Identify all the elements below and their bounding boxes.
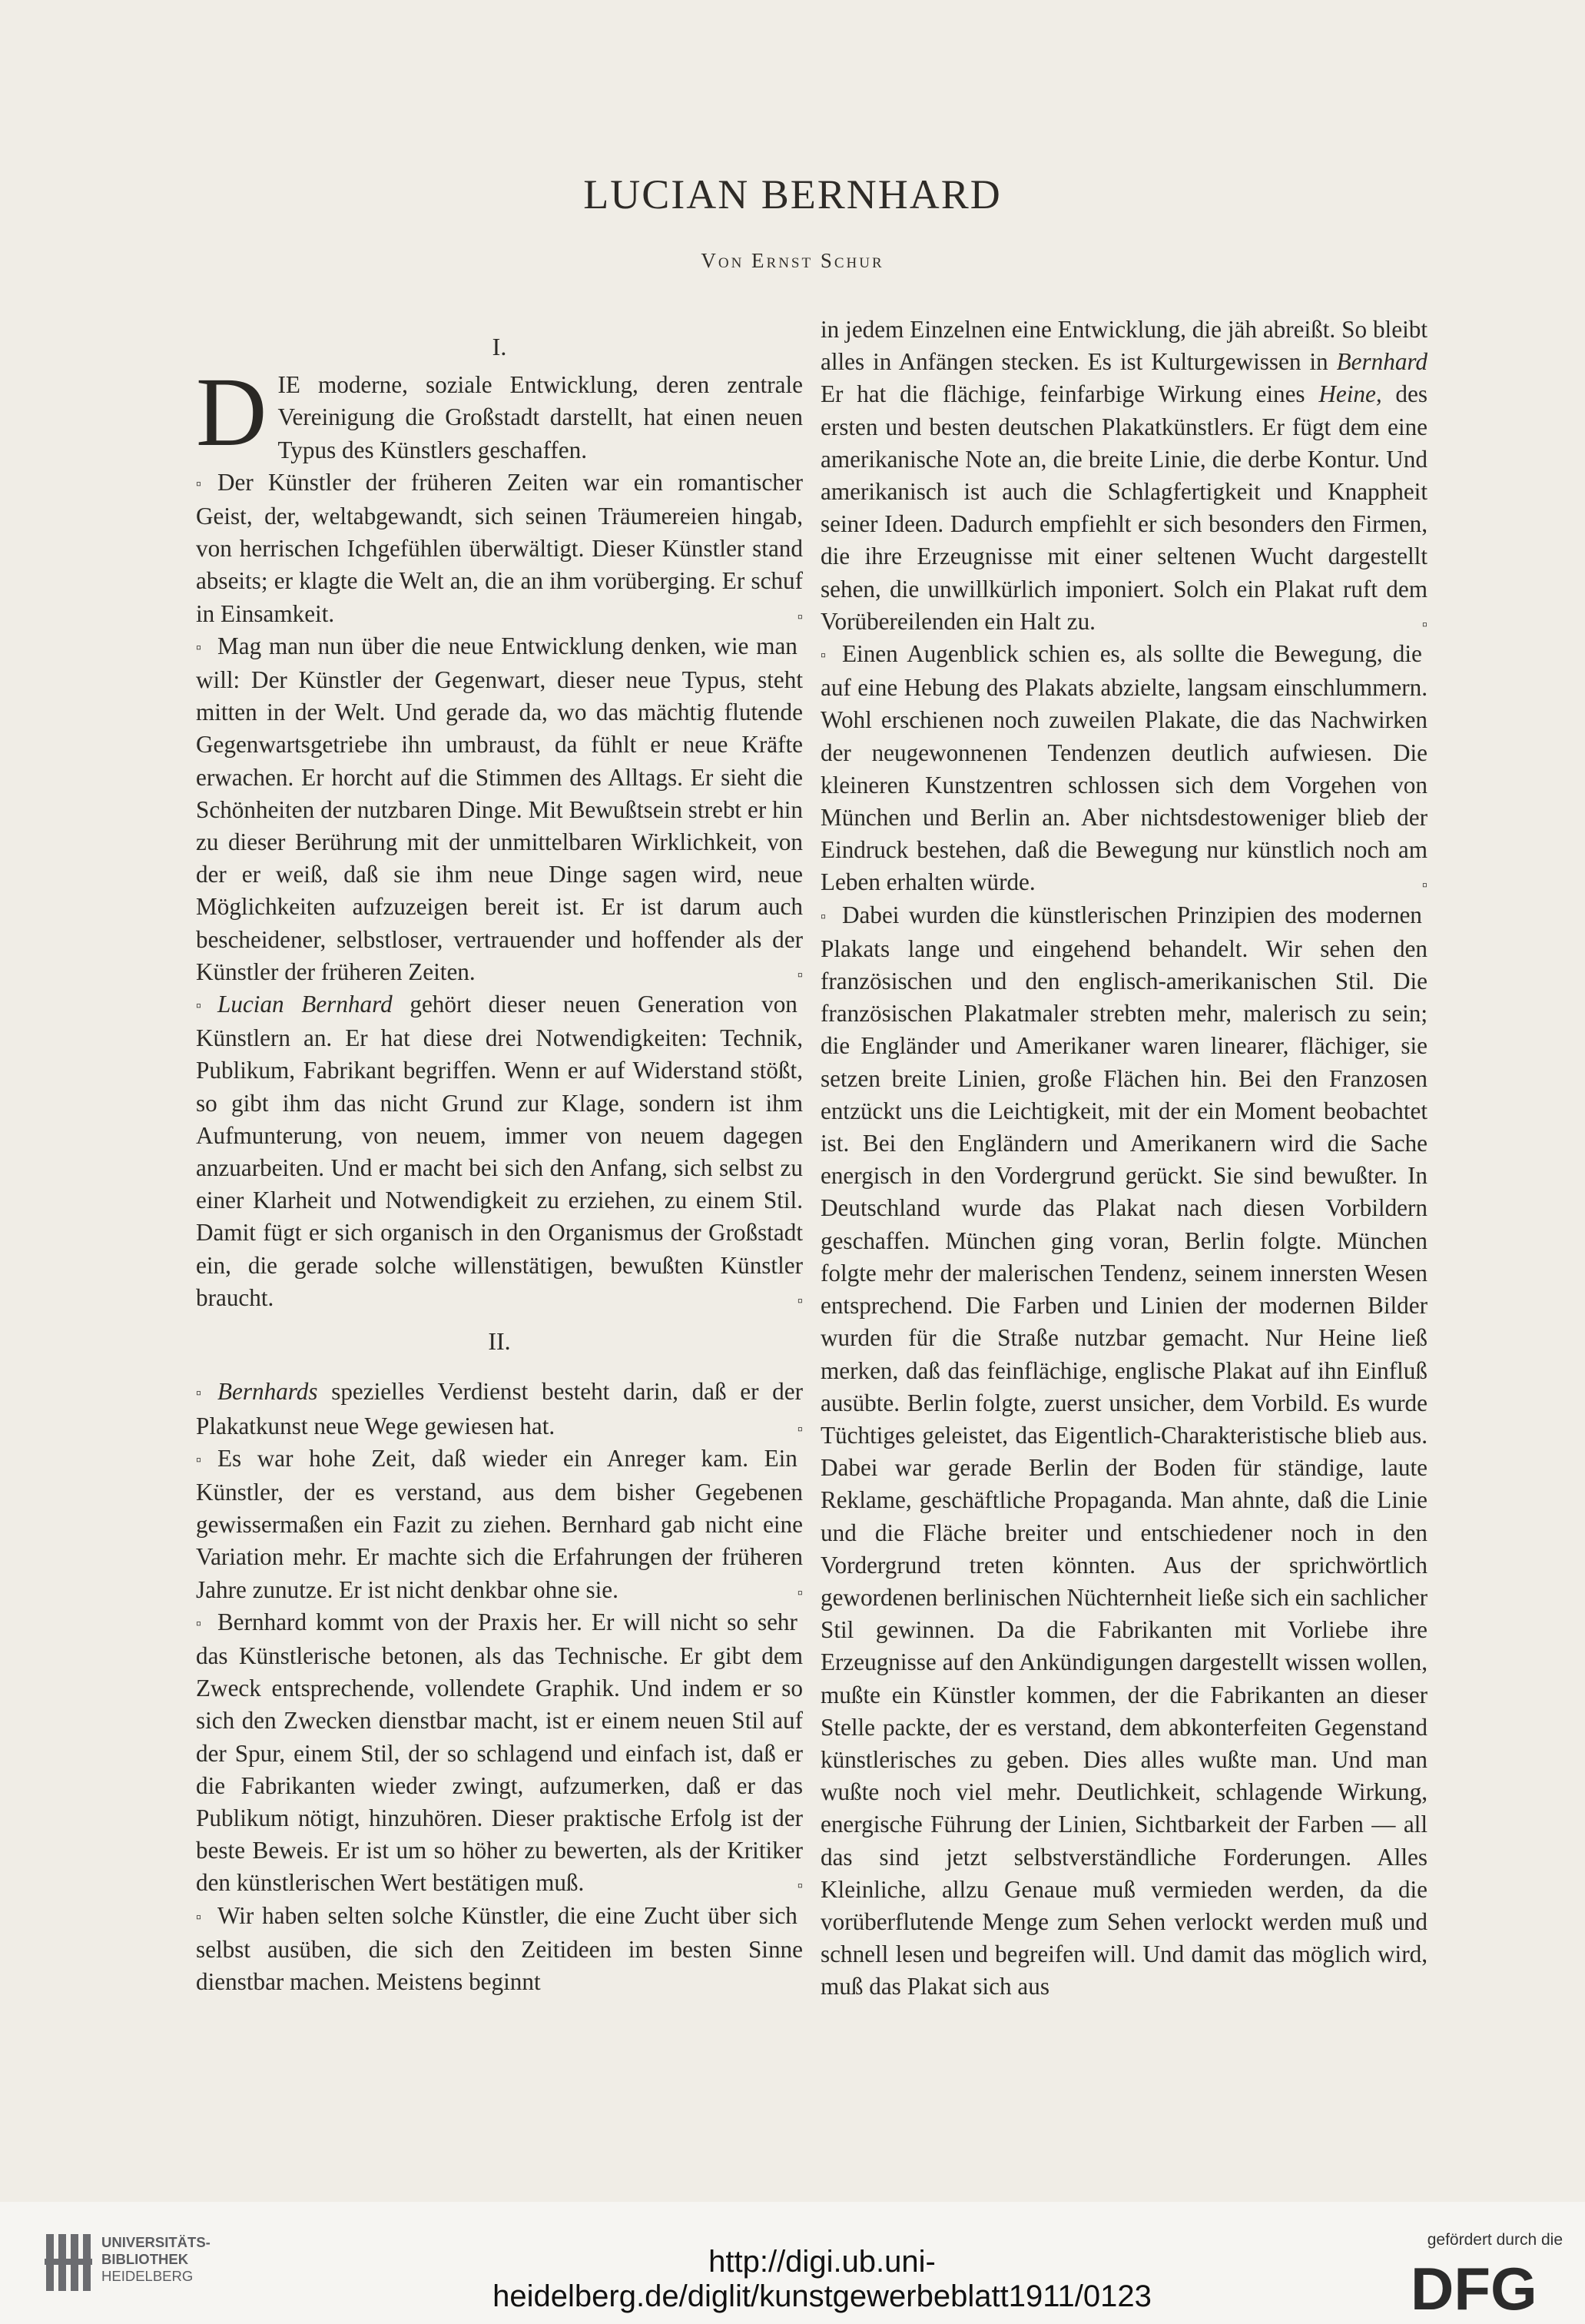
paragraph [196,357,803,467]
paragraph-text: IE moderne, soziale Entwicklung, deren zentrale Vereinigung die Großstadt darstellt, hat einen neuen Typus des Künstlers geschaffen. [277,371,803,463]
paragraph [196,1376,803,1442]
funded-by-label: gefördert durch die [1427,2231,1563,2249]
paragraph [821,899,1427,2004]
paragraph-text: des ersten und besten deutschen Plakatkünstlers. Er fügt dem eine amerikanische Note an, die breite Linie, die derbe Kontur. Und amerikanisch ist auch die Schlagfertigkeit und Knappheit seiner Ideen. Dadurch empfiehlt er sich besonders den Firmen, die ihre Erzeugnisse mit einer seltenen Wucht dargestellt sehen, die unwillkürlich imponiert. Solch ein Plakat ruft dem Vorübereilenden ein Halt zu. [821,380,1427,635]
right-column [821,314,1427,2004]
dfg-logo-icon [1411,2260,1561,2314]
paragraph-text: Dabei wurden die künstlerischen Prinzipien des modernen Plakats lange und eingehend behandelt. Wir sehen den französischen und den englisch-amerikanischen Stil. Die französischen Plakatmaler strebten mehr, malerisch zu sein; die Engländer und Amerikaner waren linearer, flächiger, sie setzen breite Linien, große Flächen hin. Bei den Franzosen entzückt uns die Leichtigkeit, mit der ein Moment beobachtet ist. Bei den Engländern und Amerikanern wird die Sache energisch in den Vordergrund gerückt. Sie sind bewußter. In Deutschland wurde das Plakat nach diesen Vorbildern geschaffen. München ging voran, Berlin folgte. München folgte mehr der malerischen Tendenz, seinem innersten Wesen entsprechend. Die Farben und Linien der modernen Bilder wurden für die Straße nutzbar gemacht. Nur Heine ließ merken, daß das feinflächige, englische Plakat auf ihn Einfluß ausübte. Berlin folgte, zuerst unsicher, dem Vorbild. Es wurde Tüchtiges geleistet, das Eigentlich-Charakteristische blieb aus. Dabei war gerade Berlin der Boden für ständige, laute Reklame, geschäftliche Propaganda. Man ahnte, daß die Linie und die Fläche breiter und entschiedener noch in den Vordergrund treten könnten. Aus der sprichwörtlich gewordenen berlinischen Nüchternheit ließe sich ein sachlicher Stil gewinnen. Da die Fabrikanten mit Vorliebe ihre Erzeugnisse auf den Ankündigungen dargestellt wissen wollen, mußte ein Künstler kommen, der die Fabrikanten an dieser Stelle packte, der es verstand, dem abkonterfeiten Gegenstand künstlerisches zu geben. Dies alles wußte man. Und man wußte noch viel mehr. Deutlichkeit, schlagende Wirkung, energische Führung der Linien, Sichtbarkeit der Farben — all das sind jetzt selbstverständliche Forderungen. Alles Kleinliche, allzu Genaue muß vermieden werden, da die vorüberflutende Menge zum Sehen verlockt werden muß und schnell lesen und begreifen will. Und damit das möglich wird, muß das Plakat sich aus [821,901,1427,2000]
paragraph [196,988,803,1314]
paragraph-text: Mag man nun über die neue Entwicklung denken, wie man will: Der Künstler der Gegenwart, dieser neue Typus, steht mitten in der Welt. Und gerade da, wo das mächtig flutende Gegenwartsgetriebe ihn umbraust, da fühlt er neue Kräfte erwachen. Er horcht auf die Stimmen des Alltags. Er sieht die Schönheiten der nutzbaren Dinge. Mit Bewußtsein strebt er hin zu dieser Berührung mit der unmittelbaren Wirklichkeit, von der er weiß, daß sie ihm neue Dinge sagen wird, neue Möglichkeiten aufzuzeigen bereit ist. Er ist darum auch bescheidener, selbstloser, vertrauender und hoffender als der Künstler der früheren Zeiten. [196,632,803,985]
emphasized-name: Bernhard [1336,348,1427,376]
paragraph-mark-icon: ▫ [196,1615,202,1632]
library-name [101,2234,286,2285]
dfg-logo-text: DFG [1411,2260,1537,2314]
end-mark-icon: ▫ [1421,877,1427,895]
end-mark-icon: ▫ [797,608,803,626]
digitization-footer [0,2202,1585,2324]
paragraph-text: gehört dieser neuen Generation von Künstlern an. Er hat diese drei Notwendigkeiten: Technik, Publikum, Fabrikant begriffen. Wenn er auf Widerstand stößt, so gibt ihm das nicht Grund zur Klage, sondern ist ihm Aufmunterung, von neuem, immer von neuem dagegen anzuarbeiten. Und er macht bei sich den Anfang, sich selbst zu einer Klarheit und Notwendigkeit zu erziehen, zu einem Stil. Damit fügt er sich organisch in den Organismus der Großstadt ein, die gerade solche willenstätigen, bewußten Künstler braucht. [196,991,803,1311]
paragraph-mark-icon: ▫ [196,998,202,1015]
paragraph-text: Einen Augenblick schien es, als sollte die Bewegung, die auf eine Hebung des Plakats abzielte, langsam einschlummern. Wohl erschienen noch zuweilen Plakate, die das Nachwirken der neugewonnenen Tendenzen deutlich aufwiesen. Die kleineren Kunstzentren schlossen sich dem Vorgehen von München und Berlin an. Aber nichtsdestoweniger blieb der Eindruck bestehen, daß die Bewegung nur künstlich noch am Leben erhalten würde. [821,640,1427,896]
paragraph [821,638,1427,899]
section-heading-1: I. [492,333,507,360]
end-mark-icon: ▫ [797,966,803,984]
paragraph-text: in jedem Einzelnen eine Entwicklung, die jäh abreißt. So bleibt alles in Anfängen stecken. Es ist Kulturgewissen in [821,316,1427,376]
paragraph-text: spezielles Verdienst besteht darin, daß er der Plakatkunst neue Wege gewiesen hat. [196,1378,803,1439]
paragraph-mark-icon: ▫ [196,1451,202,1469]
article-byline: Von Ernst Schur [701,249,884,272]
end-mark-icon: ▫ [797,1292,803,1310]
paragraph-text: Bernhard kommt von der Praxis her. Er will nicht so sehr das Künstlerische betonen, als das Technische. Er gibt dem Zweck entsprechende, vollendete Graphik. Und indem er so sich den Zwecken dienstbar macht, ist er einem neuen Stil auf der Spur, einem Stil, der so schlagend und einfach ist, daß er die Fabrikanten wieder zwingt, aufzumerken, daß er das Publikum nötigt, hinzuhören. Dieser praktische Erfolg ist der beste Beweis. Er ist um so höher zu bewerten, als der Kritiker den künstlerischen Wert bestätigen muß. [196,1608,803,1897]
left-column [196,333,803,1998]
paragraph [196,1900,803,1999]
paragraph-text: Der Künstler der früheren Zeiten war ein romantischer Geist, der, weltabgewandt, sich seinen Träumereien hingab, von herrischen Ichgefühlen überwältigt. Dieser Künstler stand abseits; er klagte die Welt an, die an ihm vorüberging. Er schuf in Einsamkeit. [196,468,803,627]
end-mark-icon: ▫ [797,1420,803,1438]
library-name-line: HEIDELBERG [101,2268,194,2284]
paragraph-mark-icon: ▫ [196,639,202,656]
paragraph-text: Wir haben selten solche Künstler, die eine Zucht über sich selbst ausüben, die sich den Zeitideen im besten Sinne dienstbar machen. Meistens beginnt [196,1901,803,1995]
permalink-url[interactable]: http://digi.ub.uni-heidelberg.de/diglit/kunstgewerbeblatt1911/0123 [492,2245,1152,2313]
paragraph-mark-icon: ▫ [196,1385,202,1403]
paragraph-mark-icon: ▫ [196,475,202,493]
university-seal-icon [45,2231,92,2294]
paragraph-mark-icon: ▫ [821,647,827,665]
paragraph-text: Er hat die flächige, feinfarbige Wirkung eines [821,380,1319,408]
end-mark-icon: ▫ [1421,616,1427,633]
emphasized-name: Heine, [1318,380,1382,408]
paragraph-mark-icon: ▫ [196,1908,202,1926]
paragraph [821,314,1427,638]
paragraph [196,1443,803,1606]
library-name-line: BIBLIOTHEK [101,2251,189,2267]
library-name-line: UNIVERSITÄTS- [101,2234,211,2250]
paragraph [196,466,803,630]
article-title: LUCIAN BERNHARD [583,171,1002,217]
paragraph-mark-icon: ▫ [821,908,827,925]
paragraph [196,630,803,988]
end-mark-icon: ▫ [797,1877,803,1895]
section-heading-2: II. [488,1327,511,1356]
paragraph [196,1606,803,1900]
emphasized-name: Lucian Bernhard [217,991,393,1018]
drop-cap: D [196,357,267,467]
paragraph-text: Es war hohe Zeit, daß wieder ein Anreger kam. Ein Künstler, der es verstand, aus dem bisher Gegebenen gewissermaßen ein Fazit zu ziehen. Bernhard gab nicht eine Variation mehr. Er machte sich die Erfahrungen der früheren Jahre zunutze. Er ist nicht denkbar ohne sie. [196,1444,803,1603]
end-mark-icon: ▫ [797,1584,803,1602]
emphasized-name: Bernhards [217,1378,318,1406]
